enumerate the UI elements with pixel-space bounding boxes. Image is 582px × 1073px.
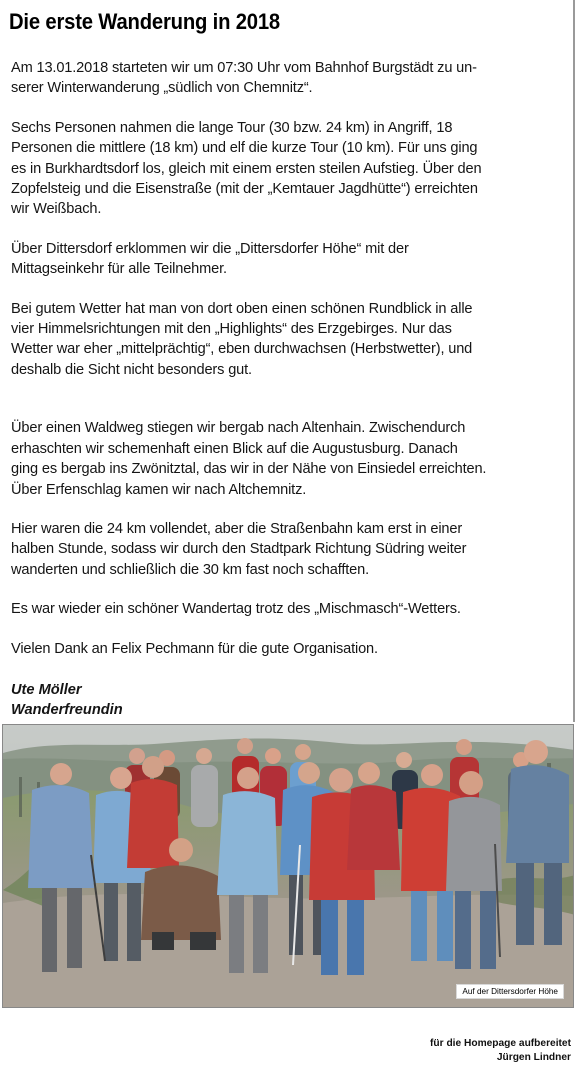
paragraph-gap: [11, 380, 566, 418]
credits: [430, 1037, 571, 1065]
article-paragraph: Über Dittersdorf erklommen wir die „Dittersdorfer Höhe“ mit der Mittagseinkehr für alle Teilnehmer.: [11, 240, 409, 278]
article-paragraph: Über einen Waldweg stiegen wir bergab nach Altenhain. Zwischendurch erhaschten wir schemenhaft einen Blick auf die Augustusburg. Danach ging es bergab ins Zwönitztal, das wir in der Nähe von Einsiedel erreichten. Über Erfenschlag kamen wir nach Altchemnitz.: [11, 420, 487, 498]
credit-prepared-by: für die Homepage aufbereitet: [430, 1038, 571, 1049]
paragraph-gap: [11, 99, 566, 118]
article-paragraph: Sechs Personen nahmen die lange Tour (30 bzw. 24 km) in Angriff, 18 Personen die mittlere (18 km) und elf die kurze Tour (10 km). Für uns ging es in Burkhardtsdorf los, gleich mit einem ersten steilen Aufstieg. Über den Zopfelsteig und die Eisenstraße (mit der „Kemtauer Jagdhütte“) erreichten wir Weißbach.: [11, 119, 482, 218]
paragraph-gap: [11, 500, 566, 519]
article-paragraph: Es war wieder ein schöner Wandertag trotz des „Mischmasch“-Wetters.: [11, 601, 461, 618]
article-paragraph: Am 13.01.2018 starteten wir um 07:30 Uhr vom Bahnhof Burgstädt zu un- serer Winterwanderung „südlich von Chemnitz“.: [11, 60, 477, 97]
author-role: Wanderfreundin: [11, 702, 123, 719]
credit-name: Jürgen Lindner: [496, 1052, 571, 1064]
paragraph-gap: [11, 220, 566, 239]
paragraph-gap: [11, 280, 566, 299]
article-body: [11, 58, 566, 659]
paragraph-gap: [11, 620, 566, 639]
article-title: Die erste Wanderung in 2018: [9, 9, 280, 34]
group-photo-illustration: [3, 725, 574, 1008]
article-paragraph: Bei gutem Wetter hat man von dort oben einen schönen Rundblick in alle vier Himmelsrichtungen mit den „Highlights“ des Erzgebirges. Nur das Wetter war eher „mittelprächtig“, eben durchwachsen (Herbstwetter), und deshalb die Sicht nicht besonders gut.: [11, 300, 473, 378]
paragraph-gap: [11, 580, 566, 599]
group-photo: [2, 724, 574, 1008]
author-signature: [11, 680, 123, 721]
photo-caption: Auf der Dittersdorfer Höhe: [456, 984, 564, 999]
author-name: Ute Möller: [11, 682, 82, 698]
article-paragraph: Hier waren die 24 km vollendet, aber die Straßenbahn kam erst in einer halben Stunde, sodass wir durch den Stadtpark Richtung Südring weiter wanderten und schließlich die 30 km fast noch schafften.: [11, 520, 467, 578]
article-paragraph: Vielen Dank an Felix Pechmann für die gute Organisation.: [11, 640, 378, 657]
